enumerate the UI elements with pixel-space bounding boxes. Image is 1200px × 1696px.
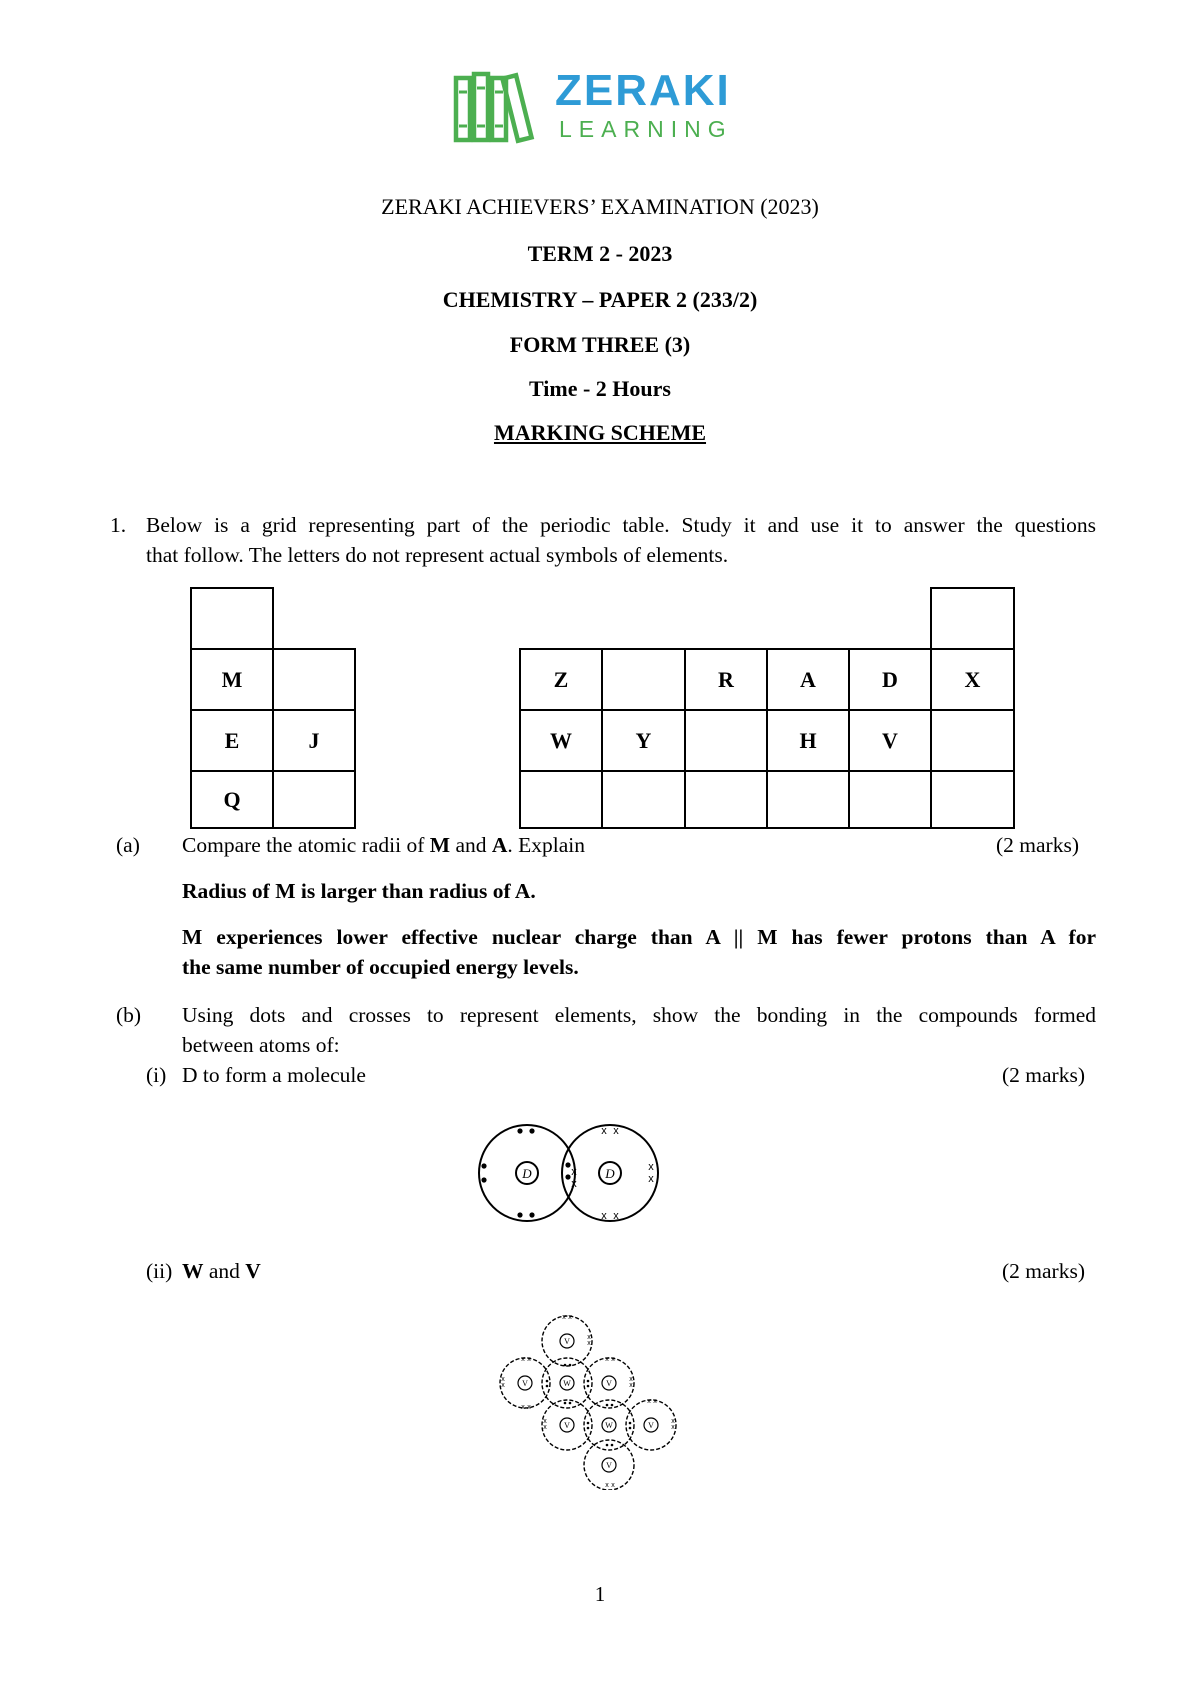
grid-cell-w: W — [519, 709, 603, 772]
grid-cell-a: A — [766, 648, 850, 711]
grid-cell-j: J — [272, 709, 356, 772]
grid-cell-r: R — [684, 648, 768, 711]
grid-cell-m: M — [190, 648, 274, 711]
svg-text:x: x — [543, 1418, 547, 1425]
w-atom-label: W — [563, 1379, 571, 1388]
part-b-ii-label: (ii) — [146, 1259, 173, 1283]
part-b-label: (b) — [116, 1003, 142, 1027]
svg-text:x: x — [648, 1161, 654, 1173]
svg-text:x: x — [527, 1356, 531, 1363]
svg-text:x: x — [613, 1210, 619, 1222]
svg-text:x: x — [501, 1376, 505, 1383]
svg-text:x: x — [629, 1376, 633, 1383]
part-b-question-line2: between atoms of: — [182, 1033, 340, 1057]
grid-cell-v: V — [848, 709, 932, 772]
part-a-answer-1: Radius of M is larger than radius of A. — [182, 879, 536, 903]
logo-tagline: LEARNING — [559, 116, 733, 142]
svg-text:x: x — [611, 1482, 615, 1489]
svg-text:x: x — [671, 1418, 675, 1425]
grid-cell-empty — [272, 770, 356, 829]
svg-text:x: x — [571, 1178, 577, 1190]
svg-text:x: x — [601, 1210, 607, 1222]
svg-text:x: x — [543, 1424, 547, 1431]
v-atom-label: V — [564, 1421, 570, 1430]
svg-text:x: x — [521, 1404, 525, 1411]
svg-text:x: x — [629, 1382, 633, 1389]
svg-text:x: x — [527, 1404, 531, 1411]
part-a-marks: (2 marks) — [996, 833, 1079, 857]
grid-cell-empty — [848, 770, 932, 829]
grid-cell-empty — [519, 770, 603, 829]
svg-text:x: x — [605, 1356, 609, 1363]
paper-line: CHEMISTRY – PAPER 2 (233/2) — [442, 287, 758, 312]
part-b-ii-question: W and V — [182, 1259, 261, 1283]
time-line: Time - 2 Hours — [529, 376, 671, 401]
v-atom-label: V — [606, 1461, 612, 1470]
v-atom-label: V — [564, 1337, 570, 1346]
grid-cell-empty — [930, 709, 1015, 772]
grid-cell-y: Y — [601, 709, 686, 772]
exam-title: ZERAKI ACHIEVERS’ EXAMINATION (2023) — [381, 194, 819, 219]
grid-cell-q: Q — [190, 770, 274, 829]
svg-text:x: x — [671, 1424, 675, 1431]
part-b-i-label: (i) — [146, 1063, 167, 1087]
question-intro-line2: that follow. The letters do not represent actual symbols of elements. — [146, 543, 729, 567]
v-atom-label: V — [606, 1379, 612, 1388]
term-line: TERM 2 - 2023 — [527, 241, 673, 266]
svg-text:x: x — [611, 1356, 615, 1363]
part-b-question-line1: Using dots and crosses to represent elements, show the bonding in the compounds formed — [182, 1003, 1096, 1027]
part-a-answer-2-line2: the same number of occupied energy levels. — [182, 955, 579, 979]
svg-text:x: x — [562, 1314, 566, 1321]
svg-text:x: x — [647, 1398, 651, 1405]
part-b-i-marks: (2 marks) — [1002, 1063, 1085, 1087]
part-b-ii-marks: (2 marks) — [1002, 1259, 1085, 1283]
w-v-bonding-diagram — [495, 1305, 690, 1490]
part-b-i-question: D to form a molecule — [182, 1063, 366, 1087]
d2-right-nucleus-label: D — [605, 1166, 615, 1181]
svg-text:x: x — [605, 1482, 609, 1489]
zeraki-books-logo-icon — [452, 70, 544, 146]
grid-cell-empty — [684, 709, 768, 772]
w-atom-label: W — [605, 1421, 613, 1430]
grid-cell-e: E — [190, 709, 274, 772]
grid-cell-empty — [684, 770, 768, 829]
grid-cell-h: H — [766, 709, 850, 772]
d2-molecule-diagram — [470, 1118, 670, 1228]
svg-text:x: x — [587, 1334, 591, 1341]
d2-left-nucleus-label: D — [522, 1166, 532, 1181]
question-intro-line1: Below is a grid representing part of the periodic table. Study it and use it to answer the questions — [146, 513, 1096, 537]
svg-text:x: x — [653, 1398, 657, 1405]
grid-cell-z: Z — [519, 648, 603, 711]
part-a-question: Compare the atomic radii of M and A. Explain — [182, 833, 586, 857]
form-line: FORM THREE (3) — [509, 332, 691, 357]
svg-text:x: x — [571, 1166, 577, 1178]
svg-text:x: x — [521, 1356, 525, 1363]
svg-text:x: x — [501, 1382, 505, 1389]
grid-cell-empty — [766, 770, 850, 829]
page-number: 1 — [594, 1582, 606, 1606]
grid-cell-empty — [930, 770, 1015, 829]
grid-cell-d: D — [848, 648, 932, 711]
svg-text:x: x — [613, 1125, 619, 1137]
logo-name: ZERAKI — [555, 66, 731, 115]
svg-text:x: x — [568, 1314, 572, 1321]
part-a-label: (a) — [116, 833, 140, 857]
grid-cell-empty — [601, 648, 686, 711]
svg-text:x: x — [648, 1173, 654, 1185]
v-atom-label: V — [522, 1379, 528, 1388]
logo-wordmark — [555, 68, 733, 142]
part-a-answer-2-line1: M experiences lower effective nuclear charge than A || M has fewer protons than A for — [182, 925, 1096, 949]
v-atom-label: V — [648, 1421, 654, 1430]
grid-cell-empty — [272, 648, 356, 711]
question-number: 1. — [110, 513, 127, 537]
grid-cell-empty — [930, 587, 1015, 650]
svg-text:x: x — [587, 1340, 591, 1347]
marking-scheme-heading: MARKING SCHEME — [493, 420, 707, 445]
grid-cell-empty — [601, 770, 686, 829]
svg-text:x: x — [601, 1125, 607, 1137]
grid-cell-x: X — [930, 648, 1015, 711]
grid-cell-empty — [190, 587, 274, 650]
